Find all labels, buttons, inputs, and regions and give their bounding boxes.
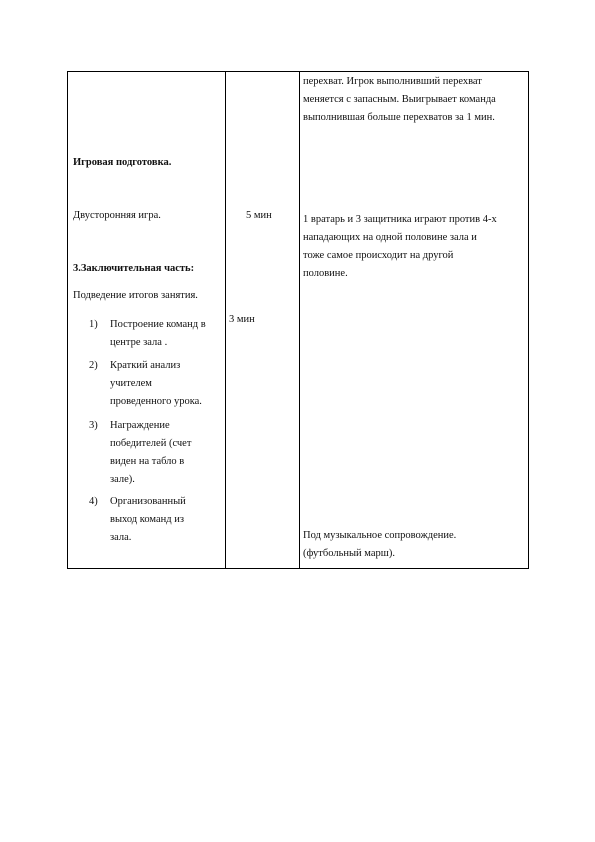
list-number: 3) bbox=[89, 420, 98, 431]
list-text: победителей (счет bbox=[110, 438, 192, 449]
column-divider-2 bbox=[299, 72, 300, 568]
description-line: (футбольный марш). bbox=[303, 548, 395, 559]
music-note bbox=[303, 527, 456, 563]
lesson-plan-table bbox=[67, 71, 529, 569]
description-line: Под музыкальное сопровождение. bbox=[303, 530, 457, 541]
column-divider-1 bbox=[225, 72, 226, 568]
list-text: проведенного урока. bbox=[110, 396, 202, 407]
list-text: Организованный bbox=[110, 496, 186, 507]
game-prep-heading: Игровая подготовка. bbox=[73, 157, 172, 168]
description-line: тоже самое происходит на другой bbox=[303, 250, 454, 261]
description-line: нападающих на одной половине зала и bbox=[303, 232, 477, 243]
list-text: зала. bbox=[110, 532, 132, 543]
summary-intro: Подведение итогов занятия. bbox=[73, 290, 198, 301]
description-line: 1 вратарь и 3 защитника играют против 4-х bbox=[303, 214, 497, 225]
duration-3-min: 3 мин bbox=[229, 314, 255, 325]
list-number: 2) bbox=[89, 360, 98, 371]
final-part-heading: 3.Заключительная часть: bbox=[73, 263, 195, 274]
list-text: Награждение bbox=[110, 420, 170, 431]
description-line: выполнившая больше перехватов за 1 мин. bbox=[303, 112, 495, 123]
list-number: 4) bbox=[89, 496, 98, 507]
list-text: Построение команд в bbox=[110, 319, 206, 330]
description-line: половине. bbox=[303, 268, 348, 279]
list-text: центре зала . bbox=[110, 337, 168, 348]
description-line: меняется с запасным. Выигрывает команда bbox=[303, 94, 496, 105]
duration-5-min: 5 мин bbox=[246, 210, 272, 221]
game-description bbox=[303, 211, 497, 283]
list-text: зале). bbox=[110, 474, 135, 485]
list-text: учителем bbox=[110, 378, 152, 389]
list-text: Краткий анализ bbox=[110, 360, 181, 371]
two-sided-game-text: Двусторонняя игра. bbox=[73, 210, 161, 221]
list-number: 1) bbox=[89, 319, 98, 330]
list-text: выход команд из bbox=[110, 514, 184, 525]
intercept-description bbox=[303, 73, 496, 127]
list-text: виден на табло в bbox=[110, 456, 185, 467]
description-line: перехват. Игрок выполнивший перехват bbox=[303, 76, 482, 87]
